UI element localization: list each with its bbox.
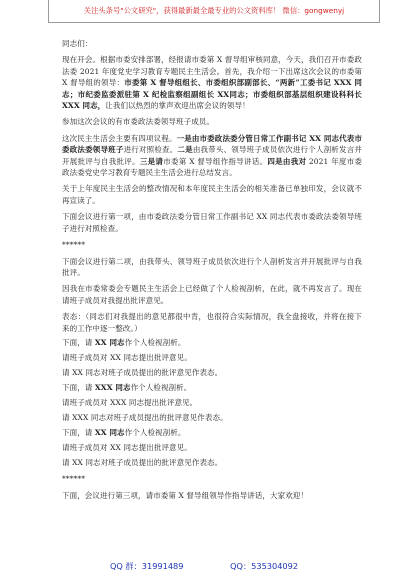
- round-intro: [62, 382, 362, 393]
- text-run: 作个人检视剖析。: [124, 427, 186, 437]
- text-run: 言了。现在请班子成员对我提出批评意见。: [62, 284, 363, 305]
- text-run-bold: 二是: [177, 145, 193, 155]
- text-run: 下面会议进行第一项，由市委政法委分管日常工作副书记 XX 同志代表市委政法: [62, 212, 332, 222]
- text-run-bold: 四是由我对: [267, 156, 307, 166]
- contact-footer: [0, 561, 408, 572]
- round-response: 请 XX 同志对班子成员提出的批评意见作表态。: [62, 368, 223, 378]
- text-run: 下面，请: [62, 383, 95, 393]
- text-run: 作个人检视剖析。: [130, 383, 192, 393]
- paragraph-agenda: [62, 133, 362, 179]
- round-response: 请 XXX 同志对班子成员提出的批评意见作表态。: [62, 412, 228, 422]
- text-run-bold: 志代表市委政法委领导班子: [62, 133, 363, 155]
- text-run-bold: 市委第 X 督导组组长、市委组织部副: [124, 78, 253, 88]
- promo-banner: [48, 0, 380, 23]
- text-run: 因我在市委常委会专题民主生活会上已经做了个人检视剖析，在此，就不再发: [62, 284, 324, 294]
- text-run: 关于上年度民主生活会的整改情况和本年度民主生活会的相关准备已单独印发，: [62, 184, 332, 194]
- paragraph-statement: [62, 311, 362, 334]
- text-run: 现在开会。根据市委安排部署，经报请市委第 X 督导组审核同意，今天，我们: [62, 55, 324, 65]
- text-run: 下面会议进行第二项，由我带头、领导班子成员依次进行个人剖析发言并开展: [62, 256, 324, 266]
- round-critique: 请班子成员对 XX 同志提出批评意见。: [62, 442, 192, 452]
- paragraph-opening: [62, 54, 362, 111]
- text-run: 委领导班子进行对照检查。: [62, 212, 362, 233]
- document-body: [62, 38, 362, 501]
- text-run: 市委第 X 督导组作指导讲话。: [163, 156, 268, 166]
- round-response: 请 XX 同志对班子成员提出的批评意见作表态。: [62, 457, 223, 467]
- text-run: 议的领导！: [211, 101, 250, 111]
- text-run: 这次民主生活会主要有四项议程。: [62, 133, 177, 143]
- qq-number: QQ：535304092: [230, 561, 299, 571]
- round-intro: [62, 337, 362, 348]
- paragraph-item-two: [62, 256, 362, 279]
- text-run-bold: 一是由市委政法委分管日常工作副书记 XX 同: [176, 133, 332, 143]
- text-run-bold: XX 同志: [94, 427, 125, 437]
- text-run-bold: XX 同志: [94, 338, 125, 348]
- text-run: 下面，请: [62, 427, 95, 437]
- text-run: 表态：（同志们对我提出的意见都很中肯，也很符合实际情况，我全盘接收，: [62, 312, 324, 322]
- text-run: 让我们以热烈的掌声欢迎出席会: [105, 101, 212, 111]
- text-run: 召开市委政法委 2021 年度党史学习教育专题民主生活会。首先，我介绍一下: [62, 55, 362, 76]
- text-run-bold: XXX 同志: [94, 383, 131, 393]
- separator: ******: [62, 474, 86, 484]
- text-run: 进行个人剖析发言并开展批评与自我批评。: [62, 145, 362, 166]
- paragraph-item-one: [62, 211, 362, 234]
- text-run: 并将在接下来的工作中逐一整改。）: [62, 312, 362, 333]
- text-run: 下面，请: [62, 338, 95, 348]
- text-run: 会议就不再宣读了。: [62, 184, 362, 205]
- qq-group-number: QQ 群：31991489: [109, 561, 184, 571]
- text-run: 进行对照检查。: [123, 145, 178, 155]
- text-run: 2021 年度市委政法委党史学习教育专题民主生活会进行总结发言。: [62, 156, 363, 178]
- paragraph-item-three: 下面，会议进行第三项，请市委第 X 督导组领导作指导讲话，大家欢迎！: [62, 490, 309, 500]
- round-intro: [62, 427, 362, 438]
- text-run-bold: 三是请: [139, 156, 164, 166]
- greeting: 同志们：: [62, 39, 93, 48]
- paragraph-no-speech: [62, 283, 362, 306]
- text-run: 由我带头、领导班子成员依次: [192, 145, 293, 155]
- text-run: 批评与自我批评。: [62, 256, 363, 277]
- separator: ******: [62, 240, 86, 250]
- paragraph-attendees: 参加这次会议的有市委政法委领导班子成员。: [62, 117, 214, 127]
- text-run: 作个人检视剖析。: [124, 338, 186, 348]
- text-run-bold: 同志；市委组织部基层组织建设科科长 XXX 同志，: [62, 89, 362, 111]
- text-run-bold: 部长、“两新”工委书记 XXX 同志；市纪委监委派驻第 X 纪检监察组副组长 XX: [62, 78, 363, 99]
- paragraph-prep-note: [62, 183, 362, 206]
- promo-banner-text: 关注头条号"公文研究"，获得最新最全最专业的公文资料库！ 微信：gongwenyj: [83, 6, 345, 15]
- round-critique: 请班子成员对 XXX 同志提出批评意见。: [62, 398, 198, 408]
- text-run: 出席这次会议的市委第 X 督导组的领导：: [62, 66, 363, 88]
- round-critique: 请班子成员对 XX 同志提出批评意见。: [62, 353, 192, 363]
